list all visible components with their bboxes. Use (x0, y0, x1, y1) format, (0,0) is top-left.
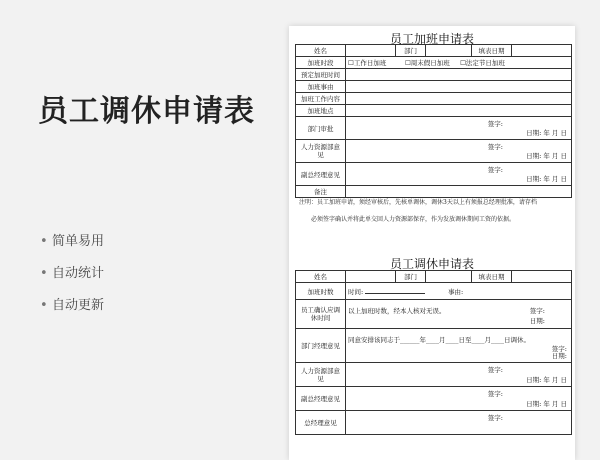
hr-opinion-label: 人力资源部意见 (296, 140, 346, 163)
sign-label: 签字: (487, 166, 503, 174)
planned-time-label: 预定加班时间 (296, 69, 346, 81)
leave-form-table (295, 270, 572, 435)
gm-opinion-label: 总经理意见 (296, 411, 346, 435)
remark-label: 备注 (296, 186, 346, 198)
sign-label: 签字: (487, 143, 503, 151)
overtime-period-label: 加班时段 (296, 57, 346, 69)
vp-opinion-label: 副总经理意见 (296, 163, 346, 186)
feature-item: • 简单易用 (40, 232, 104, 264)
overtime-form-title: 员工加班申请表 (389, 32, 474, 46)
confirm-text: 以上加班时数，经本人核对无误。 (348, 307, 446, 315)
fill-date-label: 填表日期 (472, 45, 512, 57)
date-label: 日期: 年 月 日 (526, 400, 567, 408)
form-note: 必须签字确认并将此单交回人力资源部保存，作为发放调休期间工资的依据。 (311, 216, 516, 223)
sign-label: 签字: (551, 345, 567, 353)
fill-date-field[interactable] (512, 271, 572, 283)
bullet-icon: • (40, 234, 48, 249)
date-label: 日期: 年 月 日 (526, 175, 567, 183)
employee-confirm-field[interactable] (346, 300, 572, 329)
vp-opinion-field[interactable] (346, 163, 572, 186)
sign-label: 签字: (487, 414, 503, 422)
fill-date-field[interactable] (512, 45, 572, 57)
content-label: 加班工作内容 (296, 93, 346, 105)
fill-date-label: 填表日期 (472, 271, 512, 283)
agree-text: 同意安排该同志于______年____月____日至____月____日调休。 (348, 336, 530, 344)
overtime-hours-field[interactable] (346, 283, 572, 300)
reason-label: 事由: (448, 288, 464, 296)
dept-label: 部门 (396, 45, 426, 57)
name-field[interactable] (346, 271, 396, 283)
feature-item: • 自动统计 (40, 264, 104, 296)
dept-manager-label: 部门经理意见 (296, 329, 346, 363)
leave-form-title: 员工调休申请表 (389, 257, 474, 271)
dept-approval-field[interactable] (346, 117, 572, 140)
hr-opinion-label: 人力资源部意见 (296, 363, 346, 387)
hr-opinion-field[interactable] (346, 140, 572, 163)
bullet-icon: • (40, 266, 48, 281)
sign-label: 签字: (487, 366, 503, 374)
vp-opinion-label: 副总经理意见 (296, 387, 346, 411)
name-label: 姓名 (296, 271, 346, 283)
holiday-checkbox[interactable]: ☐法定节日加班 (460, 59, 505, 67)
weekend-checkbox[interactable]: ☐周末假日加班 (404, 59, 450, 67)
date-label: 日期: 年 月 日 (526, 129, 567, 137)
form-note: 注明：员工加班申请，须经审核后，先核单调休，调休3天以上有须报总经理批准，请存档 (299, 199, 537, 206)
sign-label: 签字: (487, 390, 503, 398)
dept-label: 部门 (396, 271, 426, 283)
overtime-hours-label: 加班时数 (296, 283, 346, 300)
time-label: 时间: (348, 288, 364, 296)
location-field[interactable] (346, 105, 572, 117)
date-label: 日期: (551, 352, 567, 360)
workday-checkbox[interactable]: ☐工作日加班 (348, 59, 387, 67)
reason-label: 加班事由 (296, 81, 346, 93)
vp-opinion-field[interactable] (346, 387, 572, 411)
name-label: 姓名 (296, 45, 346, 57)
time-blank[interactable] (365, 286, 425, 294)
sign-label: 签字: (487, 120, 503, 128)
planned-time-field[interactable] (346, 69, 572, 81)
gm-opinion-field[interactable] (346, 411, 572, 435)
reason-field[interactable] (346, 81, 572, 93)
feature-item: • 自动更新 (40, 296, 104, 328)
employee-confirm-label: 员工确认应调休时间 (296, 300, 346, 329)
sign-label: 签字: (529, 307, 545, 315)
content-field[interactable] (346, 93, 572, 105)
form-preview (289, 26, 575, 460)
location-label: 加班地点 (296, 105, 346, 117)
date-label: 日期: 年 月 日 (526, 152, 567, 160)
hr-opinion-field[interactable] (346, 363, 572, 387)
dept-approval-label: 部门审批 (296, 117, 346, 140)
page-title: 员工调休申请表 (38, 94, 255, 129)
dept-manager-field[interactable] (346, 329, 572, 363)
feature-list (40, 232, 104, 328)
overtime-form-table (295, 44, 572, 198)
date-label: 日期: 年 月 日 (526, 376, 567, 384)
dept-field[interactable] (426, 45, 472, 57)
bullet-icon: • (40, 298, 48, 313)
name-field[interactable] (346, 45, 396, 57)
dept-field[interactable] (426, 271, 472, 283)
remark-field[interactable] (346, 186, 572, 198)
overtime-period-options[interactable] (346, 57, 572, 69)
date-label: 日期: (529, 317, 545, 325)
